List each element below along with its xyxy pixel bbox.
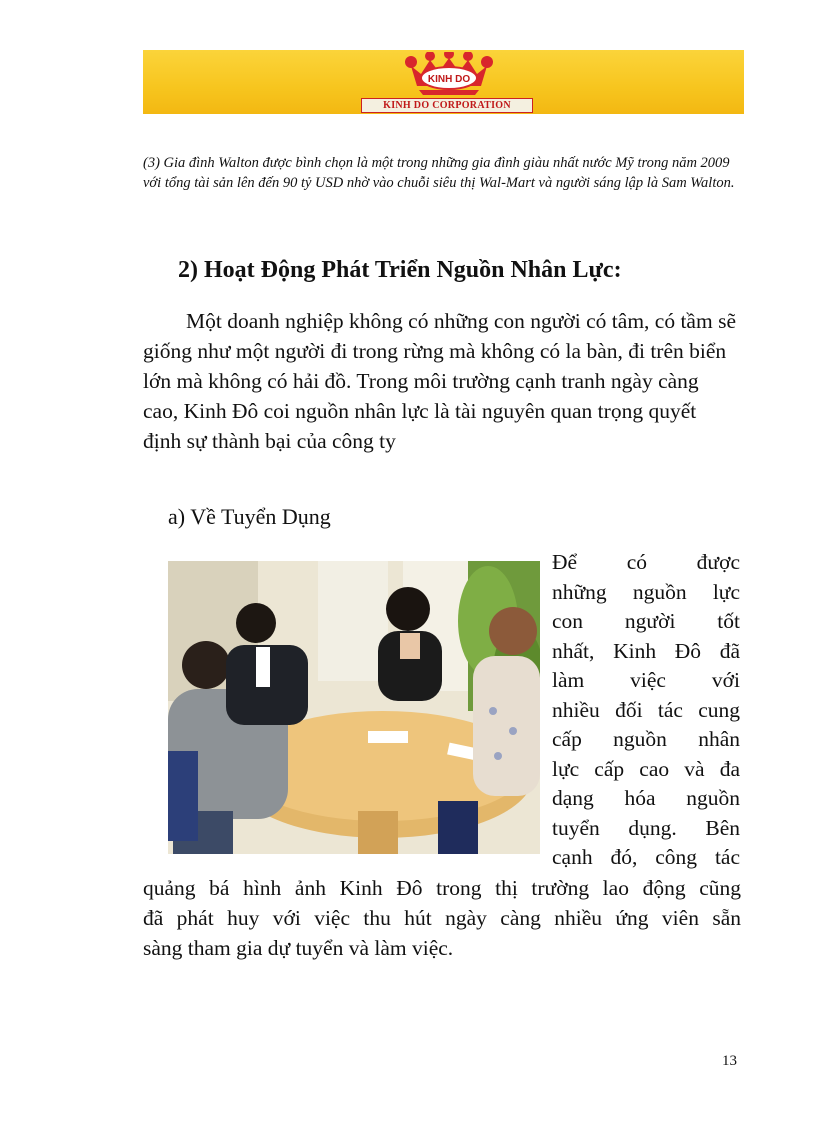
side-line: tuyển dụng. Bên — [552, 815, 740, 840]
logo-text: KINH DO — [427, 74, 471, 85]
side-line: con người tốt — [552, 609, 740, 633]
side-line: làm việc với — [552, 668, 740, 692]
side-line: những nguồn lực — [552, 579, 740, 604]
side-line: cấp nguồn nhân — [552, 727, 740, 751]
crown-logo-icon — [401, 52, 497, 96]
recruitment-side-text — [552, 548, 740, 873]
footnote: (3) Gia đình Walton được bình chọn là một trong những gia đình giàu nhất nước Mỹ trong năm 2009 với tổng tài sản lên đến 90 tỷ USD nhờ vào chuỗi siêu thị Wal-Mart và người sáng lập là Sam Walton. — [143, 155, 735, 191]
corporation-label: KINH DO CORPORATION — [361, 98, 533, 113]
header-banner — [143, 50, 744, 114]
subsection-heading: a) Về Tuyển Dụng — [168, 504, 331, 529]
meeting-photo — [168, 561, 540, 854]
tail-line: đã phát huy với việc thu hút ngày càng nhiều ứng viên sẵn — [143, 906, 741, 930]
side-line: Để có được — [552, 550, 740, 574]
side-line: nhiều đối tác cung — [552, 697, 740, 722]
tail-line: sàng tham gia dự tuyển và làm việc. — [143, 936, 454, 960]
page-number: 13 — [722, 1053, 737, 1069]
side-line: nhất, Kinh Đô đã — [552, 638, 740, 663]
side-line: dạng hóa nguồn — [552, 786, 740, 810]
side-line: lực cấp cao và đa — [552, 756, 740, 781]
section-paragraph — [143, 306, 738, 456]
side-line: cạnh đó, công tác — [552, 845, 740, 869]
section-paragraph-text: Một doanh nghiệp không có những con người có tâm, có tầm sẽ giống như một người đi trong rừng mà không có la bàn, đi trên biển lớn mà không có hải đồ. Trong môi trường cạnh tranh ngày càng cao, Kinh Đô coi nguồn nhân lực là tài nguyên quan trọng quyết định sự thành bại của công ty — [143, 309, 736, 453]
tail-line: quảng bá hình ảnh Kinh Đô trong thị trường lao động cũng — [143, 876, 741, 900]
section-heading: 2) Hoạt Động Phát Triển Nguồn Nhân Lực: — [178, 257, 622, 283]
recruitment-tail-text — [143, 873, 741, 963]
meeting-photo-illustration — [168, 561, 540, 854]
